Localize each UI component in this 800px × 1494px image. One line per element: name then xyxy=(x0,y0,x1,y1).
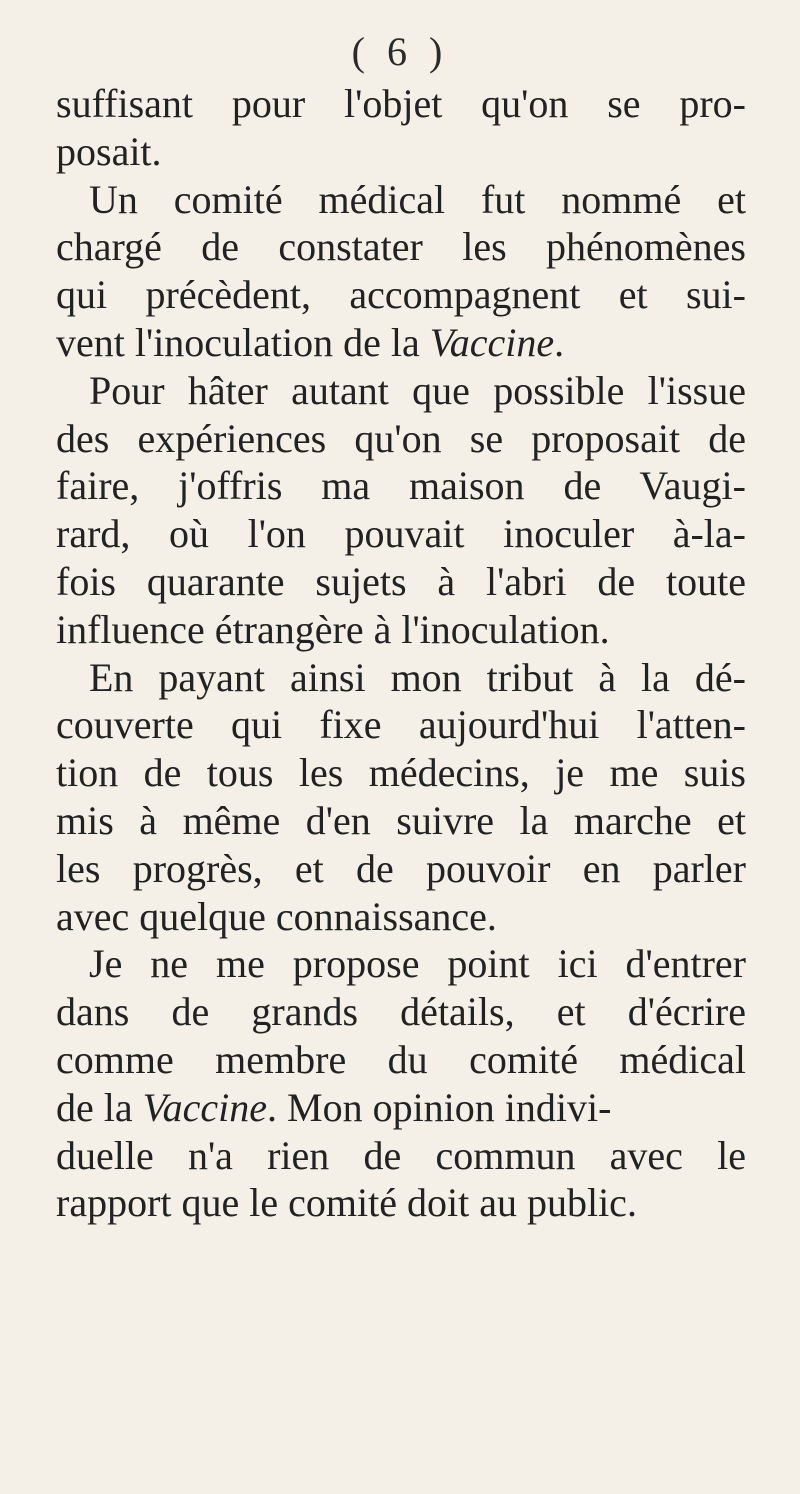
line-text: vent l'inoculation de la xyxy=(56,319,430,365)
text-line xyxy=(56,1179,746,1227)
line-text: fois quarante sujets à l'abri de toute xyxy=(56,558,746,604)
line-text: chargé de constater les phénomènes xyxy=(56,224,746,270)
line-text: duelle n'a rien de commun avec le xyxy=(56,1132,746,1178)
text-line xyxy=(56,1132,746,1180)
line-text: posait. xyxy=(56,128,162,174)
text-line xyxy=(56,415,746,463)
paragraph-start xyxy=(56,367,746,415)
text-line xyxy=(56,988,746,1036)
text-line xyxy=(56,749,746,797)
line-text: qui précèdent, accompagnent et sui- xyxy=(56,272,746,318)
line-text: couverte qui fixe aujourd'hui l'atten- xyxy=(56,702,746,748)
paragraph-start xyxy=(56,940,746,988)
text-line xyxy=(56,510,746,558)
line-text: Pour hâter autant que possible l'issue xyxy=(89,367,746,413)
text-line xyxy=(56,128,746,176)
line-text: En payant ainsi mon tribut à la dé- xyxy=(89,654,746,700)
text-line xyxy=(56,319,746,367)
italic-word: Vaccine xyxy=(142,1084,267,1130)
line-text: influence étrangère à l'inoculation. xyxy=(56,606,610,652)
line-text: mis à même d'en suivre la marche et xyxy=(56,797,746,843)
line-text: Je ne me propose point ici d'entrer xyxy=(89,941,746,987)
text-line xyxy=(56,701,746,749)
text-line xyxy=(56,1084,746,1132)
line-text: . xyxy=(554,319,565,365)
line-text: rard, où l'on pouvait inoculer à-la- xyxy=(56,511,746,557)
line-text: . Mon opinion indivi- xyxy=(267,1084,612,1130)
line-text: de la xyxy=(56,1084,143,1130)
line-text: suffisant pour l'objet qu'on se pro- xyxy=(56,81,746,126)
line-text: rapport que le comité doit au public. xyxy=(56,1180,637,1226)
text-line xyxy=(56,462,746,510)
text-line xyxy=(56,271,746,319)
text-line xyxy=(56,80,746,128)
line-text: les progrès, et de pouvoir en parler xyxy=(56,845,746,891)
text-line xyxy=(56,558,746,606)
body-text xyxy=(56,80,746,1227)
line-text: comme membre du comité médical xyxy=(56,1036,746,1082)
text-line xyxy=(56,845,746,893)
page-number: ( 6 ) xyxy=(351,29,449,74)
line-text: tion de tous les médecins, je me suis xyxy=(56,750,746,796)
line-text: dans de grands détails, et d'écrire xyxy=(56,989,746,1035)
text-line xyxy=(56,606,746,654)
line-text: avec quelque connaissance. xyxy=(56,893,497,939)
line-text: des expériences qu'on se proposait de xyxy=(56,415,746,461)
line-text: Un comité médical fut nommé et xyxy=(89,176,746,222)
text-line xyxy=(56,1036,746,1084)
paragraph-start xyxy=(56,654,746,702)
text-line xyxy=(56,797,746,845)
italic-word: Vaccine xyxy=(429,319,555,365)
paragraph-start xyxy=(56,176,746,224)
line-text: faire, j'offris ma maison de Vaugi- xyxy=(56,463,746,509)
text-line xyxy=(56,893,746,941)
text-line xyxy=(56,223,746,271)
